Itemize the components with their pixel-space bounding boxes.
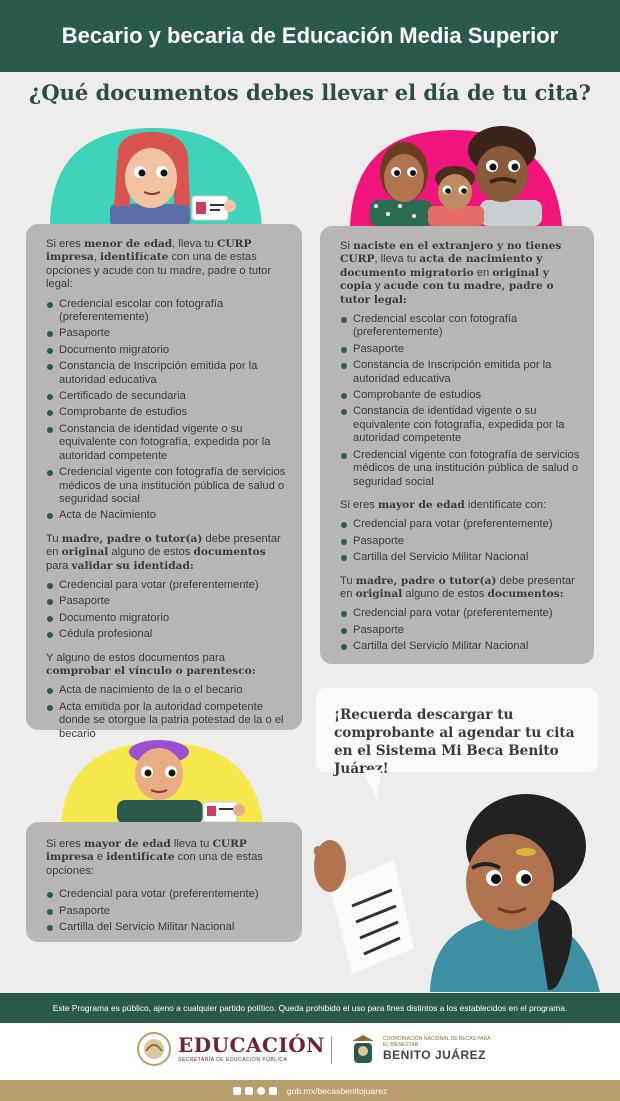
benito-juarez-emblem-icon xyxy=(348,1033,378,1065)
list-item: Cartilla del Servicio Militar Nacional xyxy=(340,551,582,564)
list-item: Acta de Nacimiento xyxy=(46,509,290,522)
list-item: Documento migratorio xyxy=(46,612,290,625)
list-item: Constancia de Inscripción emitida por la autoridad educativa xyxy=(340,359,582,386)
list-item: Constancia de Inscripción emitida por la autoridad educativa xyxy=(46,360,290,387)
social-bar xyxy=(0,1080,620,1101)
card-minor-kinship-text: Y alguno de estos documentos para comprobar el vínculo o parentesco: xyxy=(46,651,256,677)
legal-notice-text: Este Programa es público, ajeno a cualquier partido político. Queda prohibido el uso para fines distintos a los establecidos en el programa. xyxy=(52,1003,568,1013)
list-item: Credencial para votar (preferentemente) xyxy=(340,607,582,620)
card-minor-requirements xyxy=(26,224,302,740)
legal-notice xyxy=(0,993,620,1023)
list-item: Certificado de secundaria xyxy=(46,390,290,403)
woman-with-receipt-illustration xyxy=(300,776,620,992)
list-item: Credencial vigente con fotografía de servicios médicos de una institución pública de salud o seguridad social xyxy=(46,466,290,506)
card-adult-requirements xyxy=(26,822,302,942)
adult-student-illustration xyxy=(55,734,275,824)
logo-divider xyxy=(331,1036,332,1064)
list-item: Cartilla del Servicio Militar Nacional xyxy=(46,921,290,934)
list-item: Pasaporte xyxy=(46,905,290,918)
card-minor-kinship-list xyxy=(46,684,290,741)
list-item: Pasaporte xyxy=(340,343,582,356)
list-item: Cédula profesional xyxy=(46,628,290,641)
facebook-icon[interactable] xyxy=(233,1087,241,1095)
list-item: Pasaporte xyxy=(340,535,582,548)
list-item: Credencial para votar (preferentemente) xyxy=(46,579,290,592)
teen-girl-illustration xyxy=(40,120,280,226)
card-adult-list xyxy=(46,888,290,934)
list-item: Comprobante de estudios xyxy=(46,406,290,419)
reminder-bubble xyxy=(316,688,598,777)
card-abroad-requirements xyxy=(320,226,594,664)
list-item: Credencial para votar (preferentemente) xyxy=(46,888,290,901)
card-minor-guardian-text: Tu madre, padre o tutor(a) debe presentar en original alguno de estos documentos para validar su identidad: xyxy=(46,532,281,572)
list-item: Constancia de identidad vigente o su equivalente con fotografía, expedida por la autoridad competente xyxy=(340,405,582,445)
card-abroad-guardian-list xyxy=(340,607,582,653)
card-adult-intro: Si eres mayor de edad lleva tu CURP impresa e identifícate con una de estas opciones: xyxy=(46,838,263,877)
list-item: Credencial para votar (preferentemente) xyxy=(340,518,582,531)
card-minor-intro: Si eres menor de edad, lleva tu CURP impresa, identifícate con una de estas opciones y acude con tu madre, padre o tutor legal: xyxy=(46,238,272,291)
list-item: Constancia de identidad vigente o su equivalente con fotografía, expedida por la autoridad competente xyxy=(46,423,290,463)
benito-juarez-name: BENITO JUÁREZ xyxy=(383,1048,486,1062)
education-logo-text: EDUCACIÓN xyxy=(178,1033,325,1057)
list-item: Credencial vigente con fotografía de servicios médicos de una institución pública de salud o seguridad social xyxy=(340,449,582,489)
list-item: Documento migratorio xyxy=(46,344,290,357)
list-item: Acta emitida por la autoridad competente donde se otorgue la patria potestad de la o el becario xyxy=(46,701,290,741)
list-item: Credencial escolar con fotografía (preferentemente) xyxy=(46,298,290,325)
card-abroad-guardian-text: Tu madre, padre o tutor(a) debe presentar en original alguno de estos documentos: xyxy=(340,574,575,600)
list-item: Pasaporte xyxy=(340,624,582,637)
list-item: Credencial escolar con fotografía (preferentemente) xyxy=(340,313,582,340)
card-minor-guardian-list xyxy=(46,579,290,642)
list-item: Pasaporte xyxy=(46,595,290,608)
list-item: Comprobante de estudios xyxy=(340,389,582,402)
list-item: Acta de nacimiento de la o el becario xyxy=(46,684,290,697)
card-abroad-adult-list xyxy=(340,518,582,564)
page-header xyxy=(0,0,620,72)
list-item: Pasaporte xyxy=(46,327,290,340)
card-abroad-list xyxy=(340,313,582,489)
family-illustration xyxy=(340,120,570,226)
card-abroad-intro: Si naciste en el extranjero y no tienes CURP, lleva tu acta de nacimiento y documento migratorio en original y copia y acude con tu madre, padre o tutor legal: xyxy=(340,240,562,306)
youtube-icon[interactable] xyxy=(269,1087,277,1095)
twitter-icon[interactable] xyxy=(245,1087,253,1095)
card-abroad-adult-text: Si eres mayor de edad identifícate con: xyxy=(340,498,547,511)
list-item: Cartilla del Servicio Militar Nacional xyxy=(340,640,582,653)
eagle-seal-icon xyxy=(136,1031,172,1067)
benito-juarez-coordination-text: COORDINACIÓN NACIONAL DE BECAS PARA EL BIENESTAR xyxy=(383,1036,491,1048)
website-link[interactable]: gob.mx/becasbenitojuarez xyxy=(286,1085,388,1096)
education-logo-subtext: SECRETARÍA DE EDUCACIÓN PÚBLICA xyxy=(178,1057,288,1063)
card-minor-list xyxy=(46,298,290,523)
instagram-icon[interactable] xyxy=(257,1087,265,1095)
page-subtitle: ¿Qué documentos debes llevar el día de tu cita? xyxy=(29,80,591,105)
header-title: Becario y becaria de Educación Media Superior xyxy=(61,23,559,48)
reminder-text: ¡Recuerda descargar tu comprobante al agendar tu cita en el Sistema Mi Beca Benito Juárez! xyxy=(334,707,575,777)
